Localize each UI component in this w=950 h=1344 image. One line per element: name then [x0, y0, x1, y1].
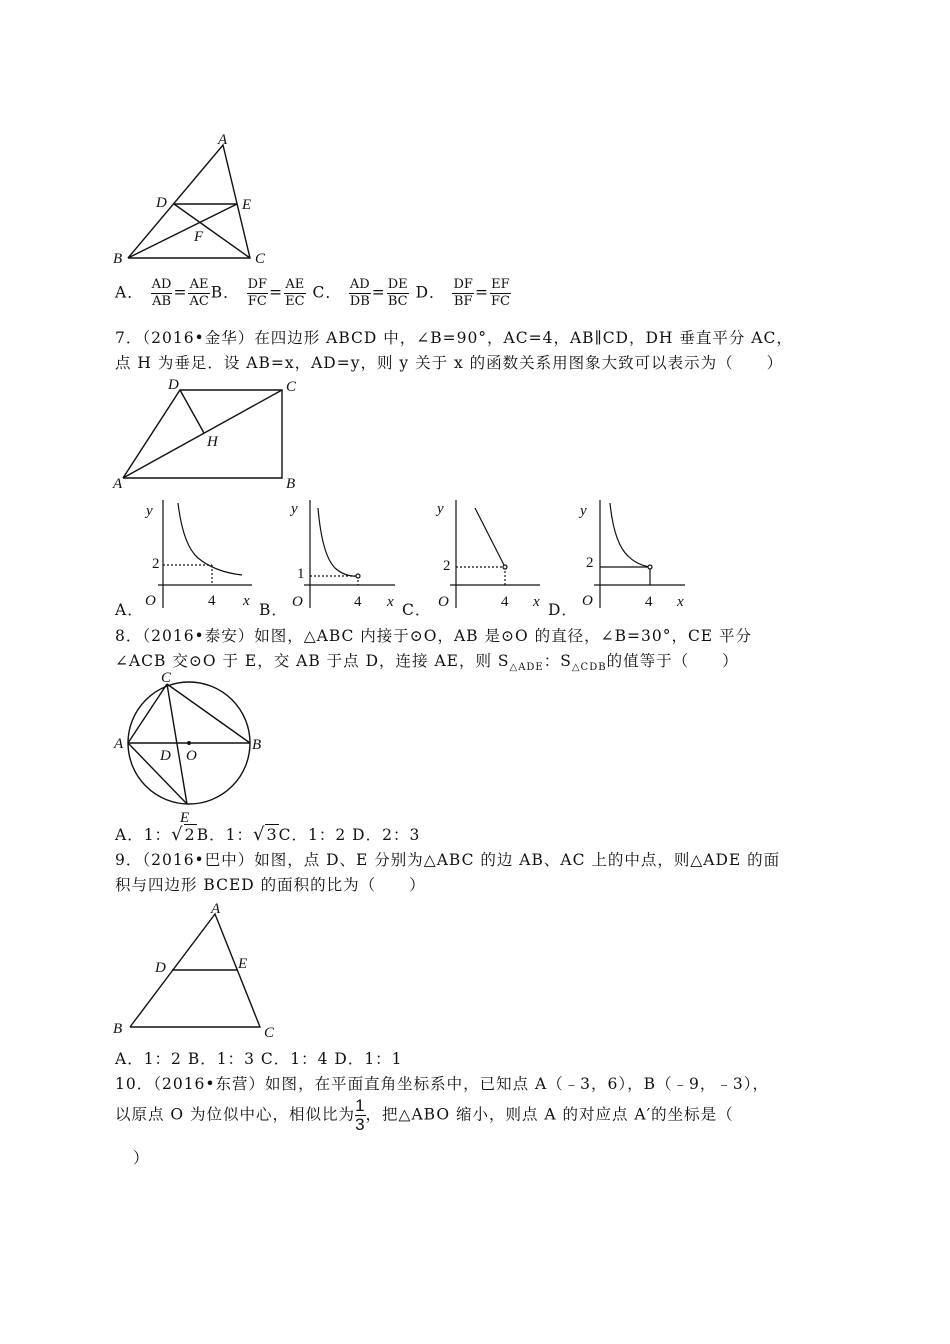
q8-segment-cb — [167, 684, 250, 743]
q9-label-c: C — [264, 1025, 275, 1040]
q6-options: A． $\frac{AD}{AB}$ = $\frac{AE}{AC}$ B． $\frac{DF}{FC}$ = $\frac{AE}{EC}$ C． $\frac{AD}{DB}$ = $\frac{DE}{BC}$ D． $\frac{DF}{BF}$ = $\frac{EF}{FC}$ — [115, 277, 510, 309]
q6-triangle-figure — [105, 125, 265, 270]
q9-line1: 9．（2016•巴中）如图，点 D、E 分别为△ABC 的边 AB、AC 上的中点，则△ADE 的面 — [115, 851, 781, 869]
q7-graph-c-o: O — [438, 594, 449, 610]
q7-line1: 7．（2016•金华）在四边形 ABCD 中，∠B=90°，AC=4，AB∥CD，DH 垂直平分 AC， — [115, 329, 793, 347]
q6-segment-be — [128, 204, 237, 258]
q8-sqrt-2: √2 — [171, 824, 196, 845]
q8-line2: ∠ACB 交⊙O 于 E，交 AB 于点 D，连接 AE，则 $S_{\triangle ADE}$：$S_{\triangle CDB}$的值等于（ ） — [115, 652, 739, 674]
q10-line2: 以原点 O 为位似中心，相似比为 $\frac{1}{3}$，把△ABO 缩小，则点 A 的对应点 A′的坐标是（ — [115, 1096, 734, 1134]
q7-label-b: B — [286, 476, 296, 490]
q8-line1: 8．（2016•泰安）如图，△ABC 内接于⊙O，AB 是⊙O 的直径，∠B=30°，CE 平分 — [115, 627, 753, 645]
q7-quadrilateral-figure — [108, 372, 308, 490]
q7-graph-d-curve — [610, 503, 650, 567]
q6-opt-b-label: B． — [210, 283, 240, 302]
q7-graph-b-y: y — [291, 501, 298, 517]
q7-label-a: A — [113, 476, 123, 490]
q7-graph-d-o: O — [582, 593, 593, 609]
q6-label-f: F — [194, 229, 204, 245]
q7-graph-d-four: 4 — [645, 594, 653, 610]
q9-label-b: B — [113, 1021, 123, 1037]
q7-graph-b-curve — [318, 508, 358, 576]
q7-graph-c-line — [475, 508, 505, 567]
q6-label-d: D — [156, 195, 167, 211]
q7-graph-c-mark: 2 — [443, 558, 451, 574]
q7-graph-d — [570, 497, 695, 612]
q7-graph-d-y: y — [580, 503, 587, 519]
q9-label-e: E — [238, 956, 248, 972]
q7-graph-c-four: 4 — [501, 594, 509, 610]
q10-line1: 10．（2016•东营）如图，在平面直角坐标系中，已知点 A（﹣3，6），B（﹣9，﹣3）， — [115, 1075, 770, 1093]
q7-label-h: H — [207, 434, 218, 450]
q7-line2: 点 H 为垂足．设 AB=x，AD=y，则 y 关于 x 的函数关系用图象大致可以表示为（ ） — [115, 354, 784, 372]
q6-label-c: C — [255, 251, 265, 267]
q8-segment-ac — [128, 684, 167, 743]
q7-label-c: C — [286, 379, 297, 395]
q9-line2: 积与四边形 BCED 的面积的比为（ ） — [115, 876, 426, 894]
q6-opt-d-frac2: $\frac{EF}{FC}$ — [490, 277, 510, 309]
q7-graph-c-y: y — [437, 501, 444, 517]
q7-graph-b-o: O — [292, 594, 303, 610]
q10-fraction: $\frac{1}{3}$ — [355, 1096, 366, 1134]
q7-graph-b-x: x — [387, 594, 394, 610]
q7-graph-d-mark: 2 — [586, 555, 594, 571]
q8-label-a: A — [114, 736, 124, 752]
q8-label-o: O — [186, 748, 197, 764]
q6-opt-a-label: A． — [115, 283, 144, 302]
q7-graph-b-open-point — [356, 574, 360, 578]
q7-graph-a — [135, 497, 260, 612]
q7-graph-b-four: 4 — [354, 594, 362, 610]
q6-opt-c-frac2: $\frac{DE}{BC}$ — [387, 277, 408, 309]
q7-graph-a-four: 4 — [208, 593, 216, 609]
q7-graph-c — [425, 497, 550, 612]
q7-graph-c-x: x — [533, 594, 540, 610]
q8-label-c: C — [161, 670, 172, 686]
q6-opt-d-label: D． — [415, 283, 446, 302]
q7-opt-b-label: B． — [259, 601, 288, 619]
q8-label-b: B — [252, 737, 262, 753]
q7-graph-d-open-point — [648, 565, 652, 569]
q6-opt-c-frac1: $\frac{AD}{DB}$ — [349, 277, 370, 309]
q6-opt-a-frac2: $\frac{AE}{AC}$ — [189, 277, 209, 309]
q9-label-d: D — [155, 960, 166, 976]
q8-options: A．1：√2B．1：√3C．1：2 D．2：3 — [115, 824, 421, 845]
q7-graph-a-x: x — [243, 593, 250, 609]
q6-opt-c-label: C． — [312, 283, 342, 302]
q6-label-a: A — [218, 132, 228, 148]
q6-label-b: B — [113, 251, 123, 267]
q7-graph-a-o: O — [145, 593, 156, 609]
q9-triangle-figure — [108, 898, 283, 1040]
q7-graph-a-y: y — [146, 503, 153, 519]
q7-opt-c-label: C． — [402, 601, 432, 619]
q6-triangle-abc — [128, 145, 250, 258]
q7-opt-d-label: D． — [548, 601, 578, 619]
q7-segment-dh — [180, 390, 204, 433]
q7-graph-a-mark: 2 — [152, 556, 160, 572]
q8-label-d: D — [160, 748, 171, 764]
q7-graph-c-open-point — [503, 565, 507, 569]
q6-opt-b-frac2: $\frac{AE}{EC}$ — [285, 277, 305, 309]
q7-graph-b — [280, 497, 405, 612]
q6-opt-b-frac1: $\frac{DF}{FC}$ — [247, 277, 268, 309]
q10-line3: ） — [133, 1149, 150, 1167]
q8-circle-figure — [108, 666, 278, 828]
q9-options: A．1：2 B．1：3 C．1：4 D．1：1 — [115, 1050, 403, 1068]
q6-opt-a-frac1: $\frac{AD}{AB}$ — [151, 277, 172, 309]
q7-diagonal-ac — [123, 390, 282, 478]
q8-sqrt-3: √3 — [253, 824, 278, 845]
q7-graph-d-x: x — [677, 594, 684, 610]
q7-graph-b-mark: 1 — [297, 566, 305, 582]
q9-label-a: A — [211, 901, 221, 917]
q6-opt-d-frac1: $\frac{DF}{BF}$ — [453, 277, 473, 309]
q6-label-e: E — [242, 197, 252, 213]
q7-label-d: D — [168, 377, 179, 393]
q7-graph-a-curve — [178, 503, 242, 575]
q7-opt-a-label: A． — [115, 601, 144, 619]
q8-label-e: E — [180, 810, 190, 826]
q8-center-dot — [187, 741, 191, 745]
